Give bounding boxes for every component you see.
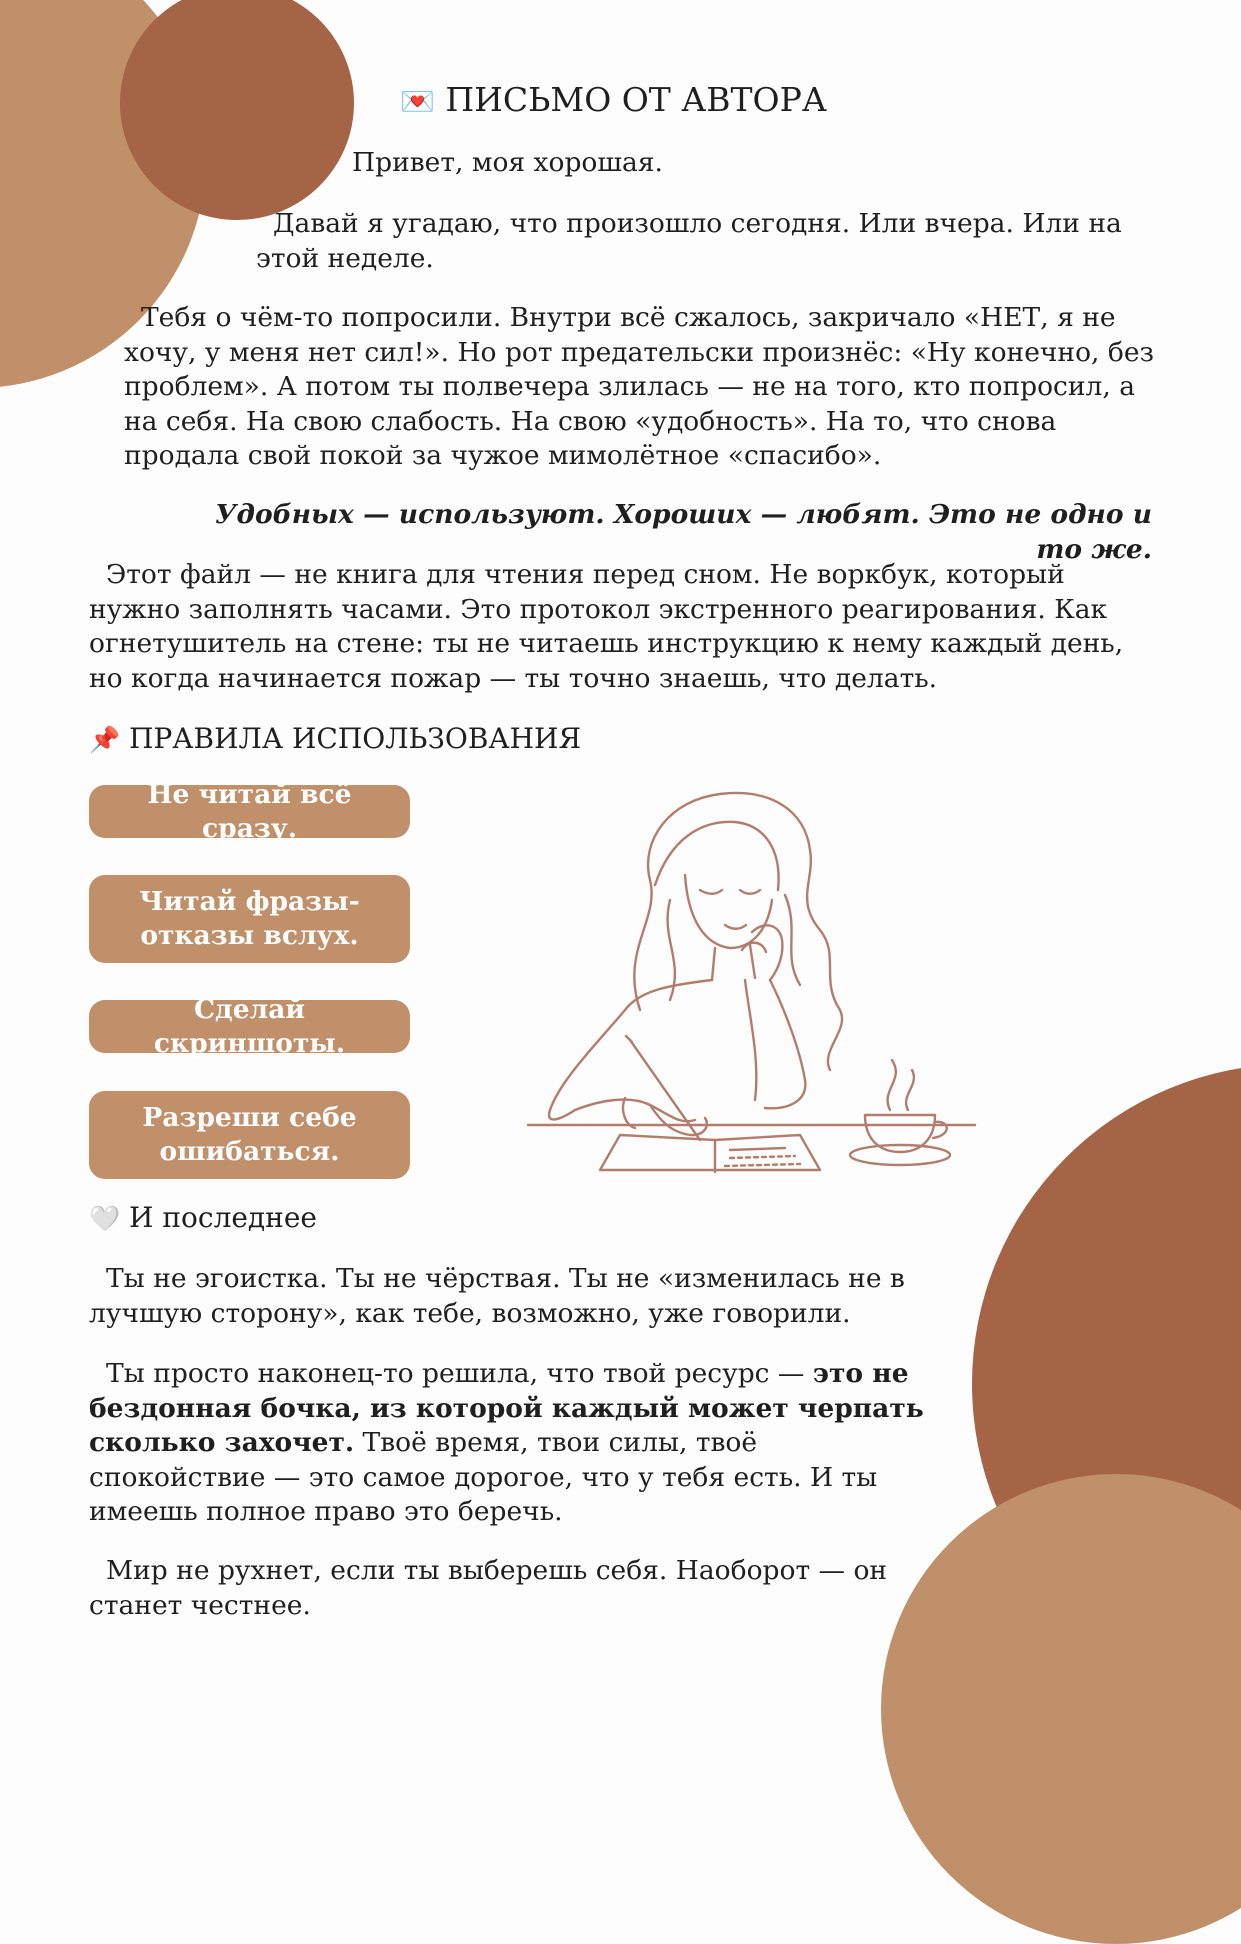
paragraph-guess (256, 207, 1156, 276)
rule-text: Сделай скриншоты. (153, 993, 346, 1059)
paragraph-guess-text: Давай я угадаю, что произошло сегодня. Или вчера. Или на этой неделе. (256, 208, 1122, 274)
decor-circle-top-left-small (120, 0, 354, 220)
paragraph-protocol-text: Этот файл — не книга для чтения перед сном. Не воркбук, который нужно заполнять часами. Это протокол экстренного реагирования. Как огнетушитель на стене: ты не читаешь инструкцию к нему каждый день, но когда начинается пожар — ты точно знаешь, что делать. (89, 559, 1124, 694)
white-heart-icon: 🤍 (89, 1204, 121, 1233)
page-title (400, 78, 860, 124)
paragraph-not-selfish (89, 1262, 989, 1331)
paragraph-world-text: Мир не рухнет, если ты выберешь себя. Наоборот — он станет честнее. (89, 1555, 888, 1621)
final-heading (89, 1200, 317, 1237)
rule-badge (89, 993, 410, 1059)
key-quote: Удобных — используют. Хороших — любят. Это не одно и то же. (215, 499, 1152, 565)
page-title-text: ПИСЬМО ОТ АВТОРА (445, 80, 827, 119)
rules-heading-text: ПРАВИЛА ИСПОЛЬЗОВАНИЯ (129, 722, 582, 755)
woman-writing-illustration (520, 780, 980, 1190)
paragraph-resource-end: Твоё время, твои силы, твоё спокойствие — это самое дорогое, что у тебя есть. И ты имеешь полное право это беречь. (89, 1427, 878, 1528)
rule-badge (89, 778, 410, 844)
decor-circle-bottom-right-small (881, 1474, 1241, 1944)
rule-badge (89, 875, 410, 963)
greeting: Привет, моя хорошая. (352, 147, 663, 178)
paragraph-resource-emphasis: это не бездонная бочка, из которой каждый может черпать сколько захочет. (89, 1358, 924, 1459)
rule-text: Разреши себе ошибаться. (142, 1102, 357, 1167)
paragraph-resource (89, 1357, 939, 1530)
paragraph-story (124, 301, 1154, 474)
paragraph-not-selfish-text: Ты не эгоистка. Ты не чёрствая. Ты не «изменилась не в лучшую сторону», как тебе, возможно, уже говорили. (89, 1263, 905, 1329)
rules-heading (89, 721, 581, 758)
paragraph-protocol (89, 558, 1159, 696)
paragraph-world (89, 1554, 939, 1623)
love-letter-icon: 💌 (400, 85, 435, 118)
rule-text: Читай фразы-отказы вслух. (139, 886, 360, 951)
rule-text: Не читай всё сразу. (147, 778, 352, 844)
rule-badge (89, 1091, 410, 1179)
paragraph-story-text: Тебя о чём-то попросили. Внутри всё сжалось, закричало «НЕТ, я не хочу, у меня нет сил!». Но рот предательски произнёс: «Ну конечно, без проблем». А потом ты полвечера злилась — не на того, кто попросил, а на себя. На свою слабость. На свою «удобность». На то, что снова продала свой покой за чужое мимолётное «спасибо». (124, 302, 1154, 472)
final-heading-text: И последнее (129, 1201, 317, 1234)
paragraph-resource-start: Ты просто наконец-то решила, что твой ресурс — (106, 1358, 813, 1389)
pushpin-icon: 📌 (89, 725, 121, 754)
